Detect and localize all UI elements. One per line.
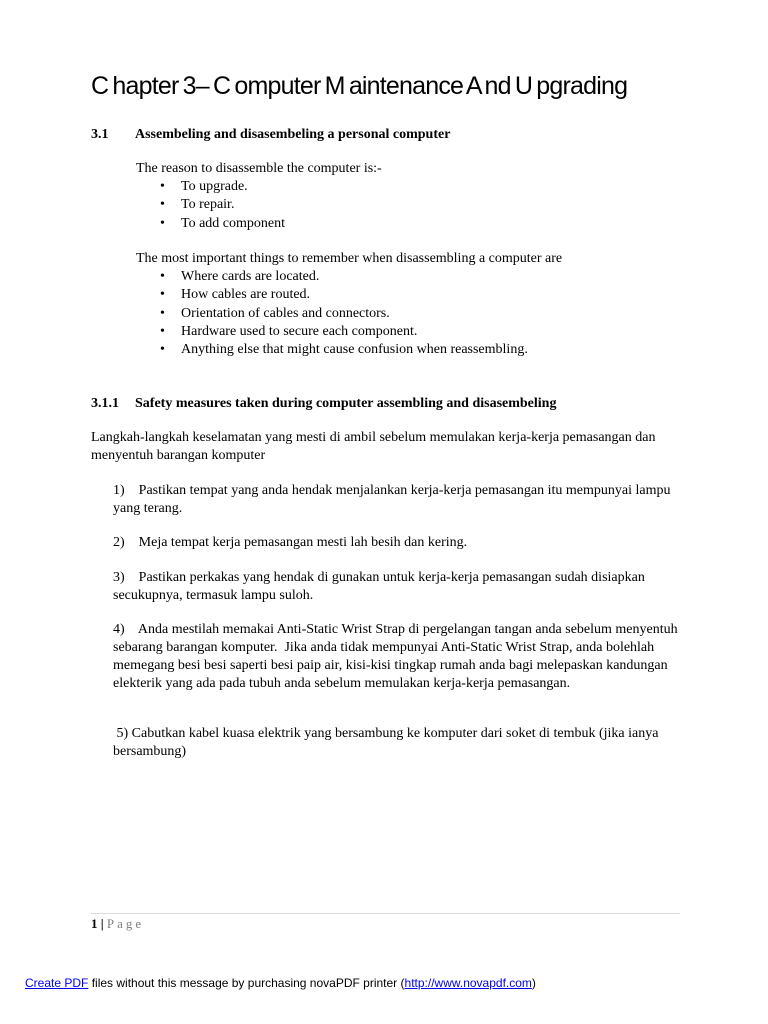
list-item: • Orientation of cables and connectors.	[160, 305, 696, 323]
section-title: Safety measures taken during computer assembling and disasembeling	[135, 396, 557, 411]
remember-block	[136, 250, 696, 359]
safety-intro: Langkah-langkah keselamatan yang mesti di ambil sebelum memulakan kerja-kerja pemasangan dan menyentuh barangan komputer	[91, 430, 656, 463]
list-item: • To upgrade.	[160, 178, 696, 196]
remember-list	[136, 268, 696, 359]
section-heading-3-1-1	[91, 395, 556, 413]
reasons-intro: The reason to disassemble the computer is:-	[136, 161, 382, 176]
safety-step: 4) Anda mestilah memakai Anti-Static Wrist Strap di pergelangan tangan anda sebelum menyentuh sebarang barangan komputer. Jika anda tidak mempunyai Anti-Static Wrist Strap, anda bolehlah memegang besi besi saperti besi paip air, kisi-kisi tingkap rumah anda bagi melepaskan kandungan elekterik yang ada pada tubuh anda sebelum memulakan kerja-kerja pemasangan.	[113, 622, 678, 691]
safety-step: 3) Pastikan perkakas yang hendak di gunakan untuk kerja-kerja pemasangan sudah disiapkan secukupnya, termasuk lampu suloh.	[113, 570, 645, 603]
page-number: 1	[91, 916, 98, 931]
page-separator: |	[97, 916, 107, 931]
list-item: • To add component	[160, 215, 696, 233]
chapter-title: C hapter 3– C omputer M aintenance A nd U pgrading	[91, 72, 628, 100]
reasons-block	[136, 160, 696, 233]
reasons-list	[136, 178, 696, 233]
remember-intro: The most important things to remember when disassembling a computer are	[136, 251, 563, 266]
list-item: • Hardware used to secure each component.	[160, 323, 696, 341]
list-item: • Where cards are located.	[160, 268, 696, 286]
section-heading-3-1	[91, 126, 450, 144]
safety-step: 1) Pastikan tempat yang anda hendak menjalankan kerja-kerja pemasangan itu mempunyai lampu yang terang.	[113, 483, 671, 516]
watermark-text: files without this message by purchasing novaPDF printer (	[88, 976, 405, 990]
novapdf-watermark	[25, 975, 536, 991]
create-pdf-link[interactable]: Create PDF	[25, 976, 89, 990]
novapdf-url-link[interactable]: http://www.novapdf.com	[404, 976, 532, 990]
list-item: • To repair.	[160, 196, 696, 214]
footer-divider	[91, 913, 680, 914]
safety-step: 5) Cabutkan kabel kuasa elektrik yang bersambung ke komputer dari soket di tembuk (jika ianya bersambung)	[113, 726, 659, 759]
safety-step: 2) Meja tempat kerja pemasangan mesti lah besih dan kering.	[113, 535, 468, 550]
section-number: 3.1.1	[91, 396, 119, 411]
list-item: • Anything else that might cause confusion when reassembling.	[160, 341, 696, 359]
page-number-footer	[91, 915, 144, 933]
section-title: Assembeling and disasembeling a personal computer	[135, 127, 451, 142]
page-label: Page	[106, 916, 145, 931]
watermark-end: )	[531, 976, 536, 990]
section-number: 3.1	[91, 127, 109, 142]
list-item: • How cables are routed.	[160, 286, 696, 304]
